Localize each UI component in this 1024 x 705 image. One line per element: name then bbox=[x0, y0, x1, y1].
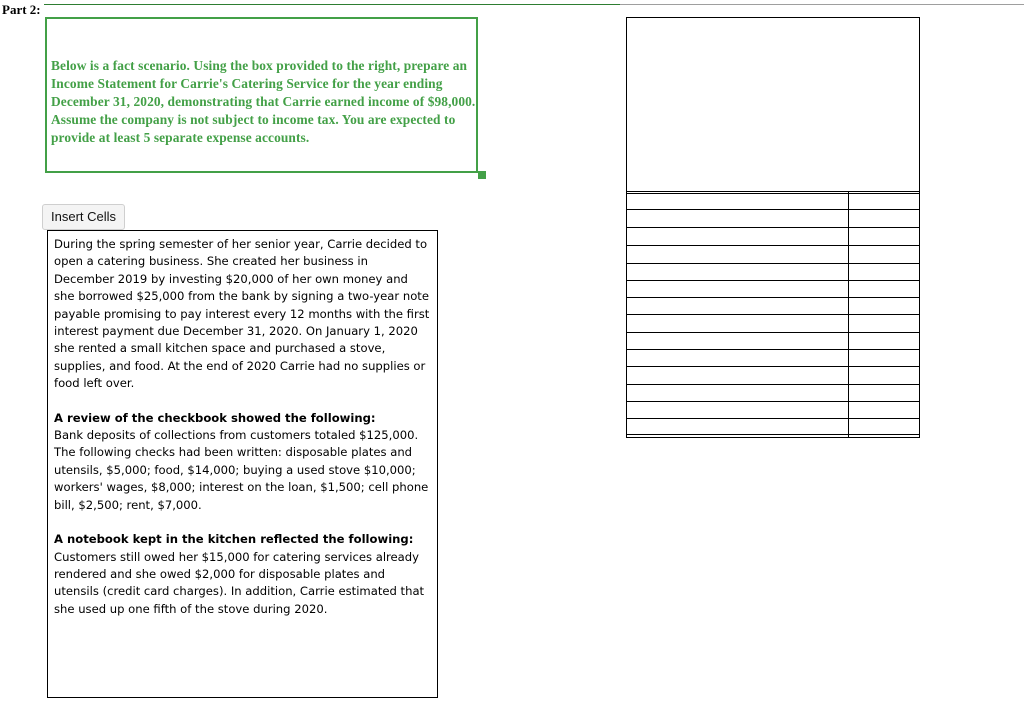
statement-amount-cell[interactable] bbox=[850, 281, 919, 297]
statement-amount-cell[interactable] bbox=[850, 385, 919, 401]
statement-row-line bbox=[626, 314, 920, 315]
checkbook-heading: A review of the checkbook showed the following: bbox=[54, 410, 376, 425]
resize-handle[interactable] bbox=[478, 171, 486, 179]
scenario-text-box bbox=[47, 230, 438, 698]
notebook-details: Customers still owed her $15,000 for catering services already rendered and she owed $2,000 for disposable plates and utensils (credit card charges). In addition, Carrie estimated that she used up one fifth of the stove during 2020. bbox=[54, 549, 425, 616]
statement-row-line bbox=[626, 245, 920, 246]
statement-label-cell[interactable] bbox=[627, 350, 847, 366]
statement-amount-cell[interactable] bbox=[850, 402, 919, 418]
statement-amount-cell[interactable] bbox=[850, 316, 919, 332]
statement-label-cell[interactable] bbox=[627, 229, 847, 245]
statement-amount-cell[interactable] bbox=[850, 333, 919, 349]
statement-amount-cell[interactable] bbox=[850, 368, 919, 384]
statement-amount-cell[interactable] bbox=[850, 350, 919, 366]
statement-label-cell[interactable] bbox=[627, 281, 847, 297]
scenario-paragraph: During the spring semester of her senior year, Carrie decided to open a catering business. She created her business in December 2019 by investing $20,000 of her own money and she borrowed $25,000 from the bank by signing a two-year note payable promising to pay interest every 12 months with the first interest payment due December 31, 2020. On January 1, 2020 she rented a small kitchen space and purchased a stove, supplies, and food. At the end of 2020 Carrie had no supplies or food left over. bbox=[54, 237, 430, 391]
statement-amount-cell[interactable] bbox=[850, 264, 919, 280]
statement-label-cell[interactable] bbox=[627, 298, 847, 314]
statement-label-cell[interactable] bbox=[627, 385, 847, 401]
instructions-text-box[interactable] bbox=[45, 17, 478, 173]
statement-label-cell[interactable] bbox=[627, 247, 847, 263]
statement-label-cell[interactable] bbox=[627, 402, 847, 418]
divider-line-grey bbox=[620, 4, 1024, 5]
statement-label-cell[interactable] bbox=[627, 333, 847, 349]
statement-label-cell[interactable] bbox=[627, 194, 847, 210]
statement-label-cell[interactable] bbox=[627, 368, 847, 384]
notebook-heading: A notebook kept in the kitchen reflected the following: bbox=[54, 532, 414, 547]
checkbook-details: Bank deposits of collections from customers totaled $125,000. The following checks had been written: disposable plates and utensils, $5,000; food, $14,000; buying a used stove $10,000; workers' wages, $8,000; interest on the loan, $1,500; cell phone bill, $2,500; rent, $7,000. bbox=[54, 428, 429, 512]
statement-column-divider bbox=[848, 192, 849, 438]
statement-amount-cell[interactable] bbox=[850, 229, 919, 245]
statement-label-cell[interactable] bbox=[627, 211, 847, 227]
part-label: Part 2: bbox=[2, 2, 41, 17]
statement-amount-cell[interactable] bbox=[850, 247, 919, 263]
statement-amount-cell[interactable] bbox=[850, 194, 919, 210]
insert-cells-button[interactable]: Insert Cells bbox=[42, 204, 125, 230]
statement-amount-cell[interactable] bbox=[850, 211, 919, 227]
statement-row-line bbox=[626, 227, 920, 228]
instructions-text: Below is a fact scenario. Using the box provided to the right, prepare an Income Statement for Carrie's Catering Service for the year ending December 31, 2020, demonstrating that Carrie earned income of $98,000. Assume the company is not subject to income tax. You are expected to provide at least 5 separate expense accounts. bbox=[51, 58, 476, 145]
statement-label-cell[interactable] bbox=[627, 419, 847, 435]
statement-label-cell[interactable] bbox=[627, 316, 847, 332]
statement-row-line bbox=[626, 366, 920, 367]
statement-amount-cell[interactable] bbox=[850, 298, 919, 314]
statement-label-cell[interactable] bbox=[627, 264, 847, 280]
statement-amount-cell[interactable] bbox=[850, 419, 919, 435]
